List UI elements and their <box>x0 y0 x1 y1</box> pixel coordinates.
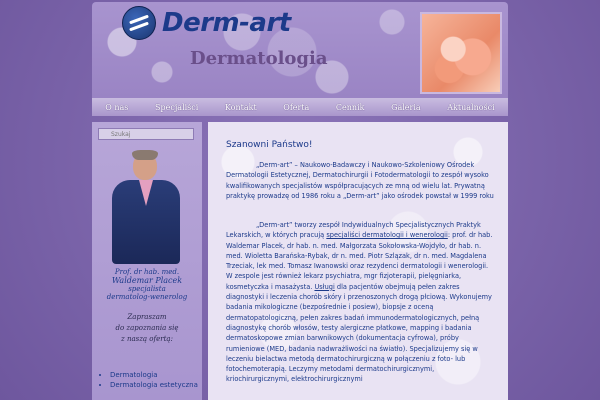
team-text-mid: : prof. dr hab. Waldemar Placek, dr hab. n. med. Małgorzata Sokołowska-Wojdyło, dr hab. n. med. Wioletta Barańska-Rybak, dr n. med. Piotr Szlązak, dr n. med. Magdalena Trzeciak, lek med. Tomasz Iwanowski oraz rezydenci dermatologii i wenerologii. W zespole jest również lekarz psychiatra, mgr fizjoterapii, pielęgniarka, kosmetyczka i masażysta. <box>226 231 493 291</box>
nav-item-specjalisci[interactable]: Specjaliści <box>155 102 199 112</box>
nav-item-oferta[interactable]: Oferta <box>283 102 310 112</box>
main-nav <box>92 98 508 116</box>
team-paragraph <box>226 220 494 385</box>
nav-item-cennik[interactable]: Cennik <box>335 102 365 112</box>
greeting-heading: Szanowni Państwo! <box>226 140 313 150</box>
team-text-end: dla pacjentów obejmują pełen zakres diagnostyki i leczenia chorób skóry i przenoszonych drogą płciową. Wykonujemy badania mikologiczne (bezpośrednie i posiew), biopsje z oceną dermatopatologiczną, pełen zakres badań immunodermatologicznych, pełną diagnostykę chorób włosów, testy alergiczne płatkowe, mapping i badania dermatoskopowe zmian barwnikowych (dokumentacja cyfrowa), próby rumieniowe (MED, badania nadwrażliwości na światło). Specjalizujemy się w leczeniu bielactwa metodą dermatochirurgiczną w połączeniu z foto- lub fotochemoterapią. Leczymy metodami dermatochirurgicznymi, kriochirurgicznymi, elektrochirurgicznymi <box>226 282 492 384</box>
invite-line: do zapoznania się <box>115 324 179 332</box>
logo-icon[interactable] <box>122 6 156 40</box>
team-text-start: „Derm-art” tworzy zespół Indywidualnych Specjalistycznych Praktyk Lekarskich, w których pracują <box>226 221 481 240</box>
offer-list <box>98 370 210 390</box>
nav-item-o-nas[interactable]: O nas <box>105 102 129 112</box>
doctor-photo <box>106 148 186 266</box>
nav-item-kontakt[interactable]: Kontakt <box>224 102 257 112</box>
invite-line: Zapraszam <box>127 313 167 321</box>
doctor-name: Waldemar Placek <box>111 276 183 285</box>
specialists-link[interactable]: specjaliści dermatologii i wenerologii <box>326 231 448 240</box>
offer-link-dermatologia[interactable]: • Dermatologia <box>110 370 210 380</box>
services-link[interactable]: Usługi <box>314 282 335 291</box>
main-content <box>208 122 508 400</box>
site-subtitle: Dermatologia <box>190 48 328 69</box>
doctor-specialty-detail: dermatolog-wenerolog <box>106 293 188 301</box>
invite-text <box>92 312 202 345</box>
offer-link-dermatologia-estetyczna[interactable]: • Dermatologia estetyczna <box>110 380 210 390</box>
header <box>92 2 508 98</box>
header-photo <box>420 12 502 94</box>
intro-paragraph: „Derm-art” – Naukowo-Badawczy i Naukowo-Szkoleniowy Ośrodek Dermatologii Estetycznej, Dermatochirurgii i Fotodermatologii to zespół wysoko kwalifikowanych specjalistów współpracujących ze mną od wielu lat. Prywatną praktykę prowadzę od 1986 roku a „Derm-art” jako ośrodek powstał w 1999 roku <box>226 161 494 200</box>
search-input[interactable]: Szukaj <box>98 128 194 140</box>
invite-line: z naszą ofertą: <box>121 335 173 343</box>
sidebar <box>92 122 202 400</box>
doctor-caption <box>92 268 202 301</box>
doctor-specialty: specjalista <box>128 285 166 293</box>
nav-item-aktualnosci[interactable]: Aktualności <box>447 102 495 112</box>
nav-item-galeria[interactable]: Galeria <box>391 102 421 112</box>
doctor-title: Prof. dr hab. med. <box>114 268 180 276</box>
brand-logo-text[interactable]: Derm-art <box>162 8 291 38</box>
